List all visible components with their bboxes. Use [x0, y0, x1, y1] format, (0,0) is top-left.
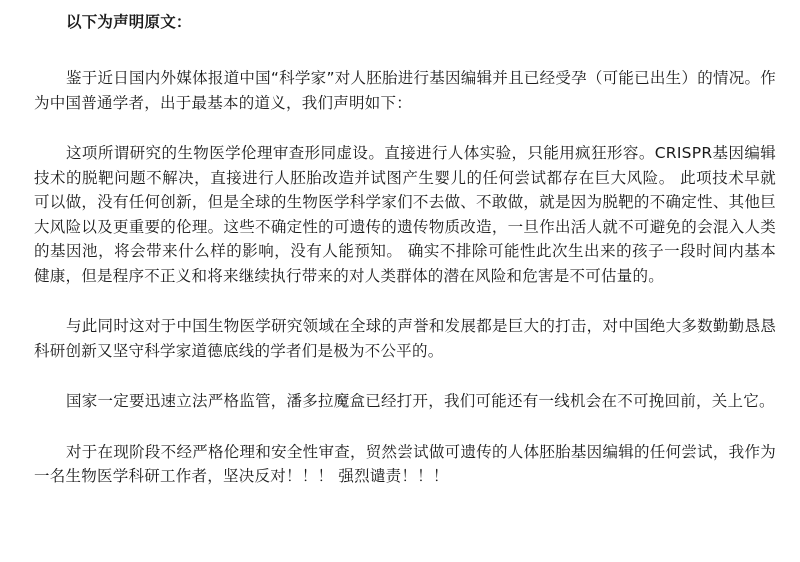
spacer	[34, 288, 776, 314]
paragraph-regulation: 国家一定要迅速立法严格监管，潘多拉魔盒已经打开，我们可能还有一线机会在不可挽回前，关上它。	[66, 392, 775, 410]
spacer	[34, 115, 776, 141]
paragraph-intro: 鉴于近日国内外媒体报道中国“科学家”对人胚胎进行基因编辑并且已经受孕（可能已出生）的情况。作为中国普通学者，出于最基本的道义，我们声明如下：	[34, 69, 776, 112]
paragraph-ethics-review: 这项所谓研究的生物医学伦理审查形同虚设。直接进行人体实验，只能用疯狂形容。CRISPR基因编辑技术的脱靶问题不解决，直接进行人胚胎改造并试图产生婴儿的任何尝试都存在巨大风险。 此项技术早就可以做，没有任何创新，但是全球的生物医学科学家们不去做、不敢做，就是因为脱靶的不确定性、其他巨大风险以及更重要的伦理。这些不确定性的可遗传的遗传物质改造，一旦作出活人就不可避免的会混入人类的基因池，将会带来什么样的影响，没有人能预知。 确实不排除可能性此次生出来的孩子一段时间内基本健康，但是程序不正义和将来继续执行带来的对人类群体的潜在风险和危害是不可估量的。	[34, 144, 776, 285]
spacer	[34, 363, 776, 389]
spacer	[34, 414, 776, 440]
statement-heading: 以下为声明原文：	[66, 13, 192, 31]
paragraph-opposition: 对于在现阶段不经严格伦理和安全性审查，贸然尝试做可遗传的人体胚胎基因编辑的任何尝试，我作为一名生物医学科研工作者，坚决反对！！！ 强烈谴责！！！	[34, 442, 776, 485]
paragraph-reputation: 与此同时这对于中国生物医学研究领域在全球的声誉和发展都是巨大的打击，对中国绝大多数勤勤恳恳科研创新又坚守科学家道德底线的学者们是极为不公平的。	[34, 317, 776, 360]
spacer	[34, 34, 776, 66]
